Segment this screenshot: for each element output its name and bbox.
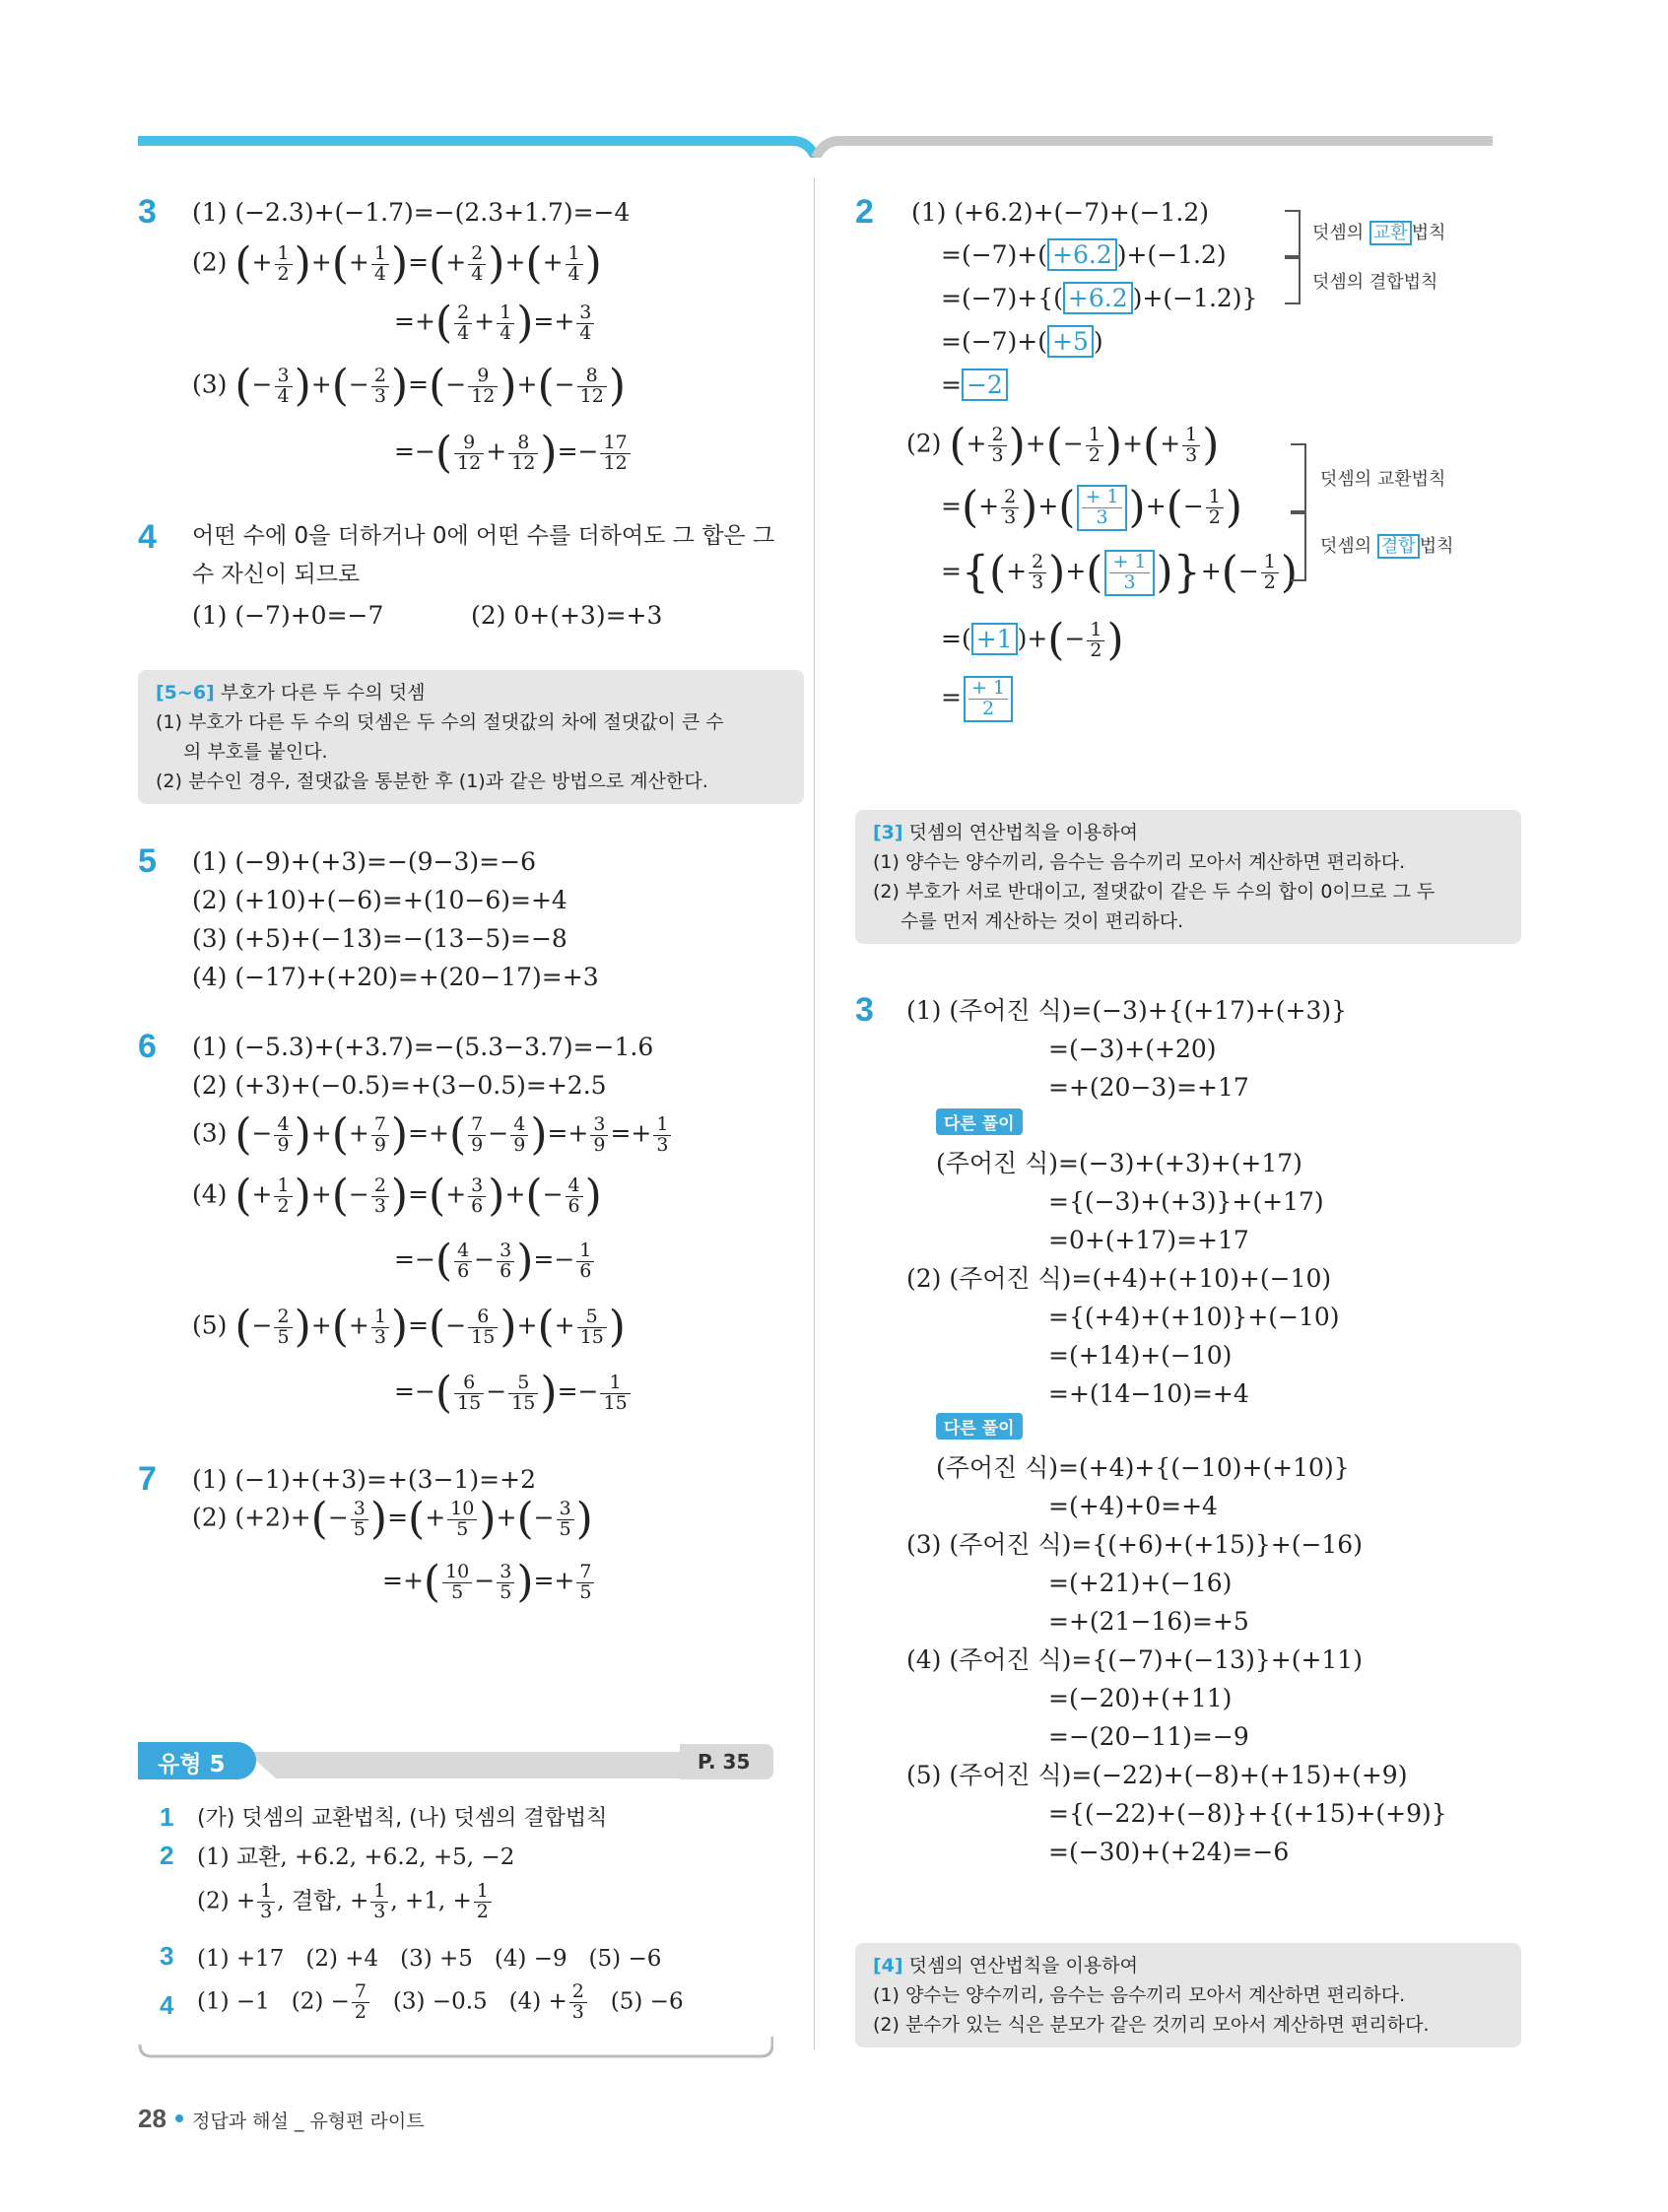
p5-line4: (4) (−17)+(+20)=+(20−17)=+3: [192, 963, 599, 991]
p4-ans1: (1) (−7)+0=−7: [192, 601, 384, 630]
tip-box-4: [855, 1943, 1521, 2047]
p3-label-2: (2): [192, 247, 228, 277]
r-p3-line: ={(+4)+(+10)}+(−10): [1048, 1303, 1340, 1331]
summary-ans2: (1) 교환, +6.2, +6.2, +5, −2: [197, 1844, 515, 1870]
summary-number-2: 2: [160, 1841, 174, 1870]
r-p3-line: (2) (주어진 식)=(+4)+(+10)+(−10): [906, 1264, 1332, 1293]
footer-title: 정답과 해설 _ 유형편 라이트: [192, 2111, 425, 2132]
p6-line5: =−( $\frac{4}{6}$ − $\frac{3}{6}$ )=− $\frac{1}{6}$: [394, 1240, 596, 1283]
r-p3-line: (3) (주어진 식)={(+6)+(+15)}+(−16): [906, 1530, 1363, 1559]
p3-eq-prefix2: =−: [394, 436, 435, 466]
r-p3-line: (1) (주어진 식)=(−3)+{(+17)+(+3)}: [906, 996, 1348, 1025]
r-p3-line: =+(14−10)=+4: [1048, 1379, 1249, 1408]
r-p3-line: =−(20−11)=−9: [1048, 1722, 1249, 1751]
r-p3-line: =+(21−16)=+5: [1048, 1607, 1249, 1636]
r-p3-line: (4) (주어진 식)={(−7)+(−13)}+(+11): [906, 1645, 1363, 1674]
r-p2b-line4: =( +1 )+(− $\frac{1}{2}$ ): [941, 615, 1124, 665]
r-p2-line4: =(−7)+( +5 ): [941, 327, 1103, 356]
tip-line: (1) 부호가 다른 두 수의 덧셈은 두 수의 절댓값의 차에 절댓값이 큰 수: [156, 711, 724, 733]
r-p3-line: =(+21)+(−16): [1048, 1569, 1233, 1597]
r-p3-line: =(−3)+(+20): [1048, 1035, 1217, 1063]
summary-ans3: (1) +17 (2) +4 (3) +5 (4) −9 (5) −6: [197, 1946, 662, 1972]
alt-solution-badge: 다른 풀이: [936, 1411, 1023, 1440]
tip-title: [4]: [873, 1955, 903, 1977]
page-number: 28: [138, 2104, 167, 2133]
tip-head: 덧셈의 연산법칙을 이용하여: [908, 1955, 1138, 1977]
annot-commute-1: 덧셈의 교환 법칙: [1312, 223, 1446, 243]
tip-head: 부호가 다른 두 수의 덧셈: [220, 682, 426, 704]
p7-line2: (2) (+2)+(− $\frac{3}{5}$ )=(+ $\frac{10}{5}$ )+(− $\frac{3}{5}$ ): [192, 1494, 593, 1544]
tip-box-3: [855, 810, 1521, 944]
problem-number-5: 5: [138, 842, 157, 880]
p3-line5: =−( $\frac{9}{12}$ + $\frac{8}{12}$ )=− $\frac{17}{12}$: [394, 432, 633, 475]
p5-line3: (3) (+5)+(−13)=−(13−5)=−8: [192, 924, 567, 953]
tip-line: 의 부호를 붙인다.: [183, 741, 328, 763]
p3-line3: =+( $\frac{2}{4}$ + $\frac{1}{4}$ )=+ $\frac{3}{4}$: [394, 302, 596, 345]
section-page: P. 35: [698, 1750, 751, 1774]
section-label: 유형 5: [158, 1752, 226, 1777]
p3-label-3: (3): [192, 369, 228, 399]
tip-line: (1) 양수는 양수끼리, 음수는 음수끼리 모아서 계산하면 편리하다.: [873, 851, 1406, 873]
bracket: [1285, 255, 1301, 304]
p5-line2: (2) (+10)+(−6)=+(10−6)=+4: [192, 886, 567, 914]
r-p2b-line2: =(+ $\frac{2}{3}$ )+( $\frac{+ 1}{3}$ )+(− $\frac{1}{2}$ ): [941, 482, 1243, 533]
problem-number-6: 6: [138, 1028, 157, 1065]
column-divider: [814, 177, 815, 2049]
annot-assoc-1: 덧셈의 결합법칙: [1312, 272, 1438, 293]
r-p2-line1: (1) (+6.2)+(−7)+(−1.2): [911, 198, 1210, 227]
problem-number-7: 7: [138, 1460, 157, 1498]
tip-box-5-6: [138, 670, 804, 804]
r-p3-line: =(+4)+0=+4: [1048, 1492, 1218, 1520]
tip-line: 수를 먼저 계산하는 것이 편리하다.: [901, 910, 1184, 932]
r-p3-line: (5) (주어진 식)=(−22)+(−8)+(+15)+(+9): [906, 1761, 1408, 1789]
p7-line3: =+( $\frac{10}{5}$ − $\frac{3}{5}$ )=+ $\frac{7}{5}$: [382, 1561, 596, 1604]
r-p2b-line5: = $\frac{+ 1}{2}$: [941, 676, 1015, 722]
r-p2-line2: =(−7)+( +6.2 )+(−1.2): [941, 240, 1227, 269]
tip-head: 덧셈의 연산법칙을 이용하여: [908, 822, 1138, 843]
problem-number-2: 2: [855, 193, 874, 231]
p6-line7: =−( $\frac{6}{15}$ − $\frac{5}{15}$ )=− $\frac{1}{15}$: [394, 1372, 633, 1415]
problem-number-4: 4: [138, 518, 157, 556]
p6-line4: (4) (+ $\frac{1}{2}$ )+(− $\frac{2}{3}$ )=(+ $\frac{3}{6}$ )+(− $\frac{4}{6}$ ): [192, 1171, 602, 1221]
r-p3-line: =(−30)+(+24)=−6: [1048, 1838, 1290, 1866]
r-p3-line: (주어진 식)=(−3)+(+3)+(+17): [936, 1149, 1302, 1177]
r-p2-line3: =(−7)+{( +6.2 )+(−1.2)}: [941, 284, 1258, 312]
r-p2-line5: = −2: [941, 372, 1008, 397]
summary-ans2b: (2) + $\frac{1}{3}$ , 결합, + $\frac{1}{3}$ , +1, + $\frac{1}{2}$: [197, 1882, 494, 1922]
bracket: [1291, 443, 1306, 514]
p3-eq-prefix: =+: [394, 306, 435, 336]
problem-number-3: 3: [138, 193, 157, 231]
r-p3-line: =(−20)+(+11): [1048, 1684, 1233, 1712]
r-p3-line: ={(−22)+(−8)}+{(+15)+(+9)}: [1048, 1799, 1447, 1828]
top-rule: [0, 0, 1668, 158]
tip-line: (2) 분수가 있는 식은 분모가 같은 것끼리 모아서 계산하면 편리하다.: [873, 2014, 1430, 2036]
r-p2b-line3: ={(+ $\frac{2}{3}$ )+( $\frac{+ 1}{3}$ )}+(− $\frac{1}{2}$ ): [941, 547, 1299, 598]
p3-line4: (3) (− $\frac{3}{4}$ )+(− $\frac{2}{3}$ )=(− $\frac{9}{12}$ )+(− $\frac{8}{12}$ ): [192, 361, 626, 411]
r-p3-line: ={(−3)+(+3)}+(+17): [1048, 1187, 1324, 1216]
bracket: [1285, 210, 1301, 259]
p6-line6: (5) (− $\frac{2}{5}$ )+(+ $\frac{1}{3}$ )=(− $\frac{6}{15}$ )+(+ $\frac{5}{15}$ ): [192, 1302, 626, 1352]
p4-text2: 수 자신이 되므로: [192, 562, 361, 587]
r-p3-line: (주어진 식)=(+4)+{(−10)+(+10)}: [936, 1453, 1350, 1482]
problem-number-3-right: 3: [855, 991, 874, 1029]
summary-number-4: 4: [160, 1990, 174, 2020]
summary-number-1: 1: [160, 1802, 174, 1832]
p6-line3: (3) (− $\frac{4}{9}$ )+(+ $\frac{7}{9}$ )=+( $\frac{7}{9}$ − $\frac{4}{9}$ )=+ $\frac{3}{9}$ =+ $\frac{1}{3}$: [192, 1113, 673, 1157]
summary-ans4: (1) −1 (2) − $\frac{7}{2}$ (3) −0.5 (4) + $\frac{2}{3}$ (5) −6: [197, 1980, 684, 2023]
summary-number-3: 3: [160, 1941, 174, 1971]
tip-line: (2) 분수인 경우, 절댓값을 통분한 후 (1)과 같은 방법으로 계산한다.: [156, 771, 708, 792]
footer-dot: [175, 2114, 183, 2122]
tip-line: (1) 양수는 양수끼리, 음수는 음수끼리 모아서 계산하면 편리하다.: [873, 1984, 1406, 2006]
p7-line1: (1) (−1)+(+3)=+(3−1)=+2: [192, 1465, 536, 1494]
annot-assoc-2: 덧셈의 결합 법칙: [1320, 536, 1454, 557]
p3-line2: (2) (+ $\frac{1}{2}$ )+(+ $\frac{1}{4}$ )=(+ $\frac{2}{4}$ )+(+ $\frac{1}{4}$ ): [192, 238, 602, 289]
r-p3-line: =+(20−3)=+17: [1048, 1073, 1249, 1102]
p4-ans2: (2) 0+(+3)=+3: [471, 601, 663, 630]
annot-commute-2: 덧셈의 교환법칙: [1320, 469, 1446, 490]
p6-line2: (2) (+3)+(−0.5)=+(3−0.5)=+2.5: [192, 1071, 607, 1100]
r-p3-line: =0+(+17)=+17: [1048, 1226, 1249, 1254]
r-p3-line: =(+14)+(−10): [1048, 1341, 1233, 1370]
tip-title: [5~6]: [156, 682, 215, 704]
p6-line1: (1) (−5.3)+(+3.7)=−(5.3−3.7)=−1.6: [192, 1033, 654, 1061]
r-p2b-line1: (2) (+ $\frac{2}{3}$ )+(− $\frac{1}{2}$ )+(+ $\frac{1}{3}$ ): [906, 420, 1220, 470]
p4-text1: 어떤 수에 0을 더하거나 0에 어떤 수를 더하여도 그 합은 그: [192, 523, 775, 549]
p3-line1: (1) (−2.3)+(−1.7)=−(2.3+1.7)=−4: [192, 198, 631, 227]
p5-line1: (1) (−9)+(+3)=−(9−3)=−6: [192, 847, 536, 876]
alt-solution-badge: 다른 풀이: [936, 1106, 1023, 1135]
summary-ans1: (가) 덧셈의 교환법칙, (나) 덧셈의 결합법칙: [197, 1806, 608, 1831]
tip-title: [3]: [873, 822, 903, 843]
bracket: [1291, 510, 1306, 581]
tip-line: (2) 부호가 서로 반대이고, 절댓값이 같은 두 수의 합이 0이므로 그 두: [873, 881, 1435, 903]
